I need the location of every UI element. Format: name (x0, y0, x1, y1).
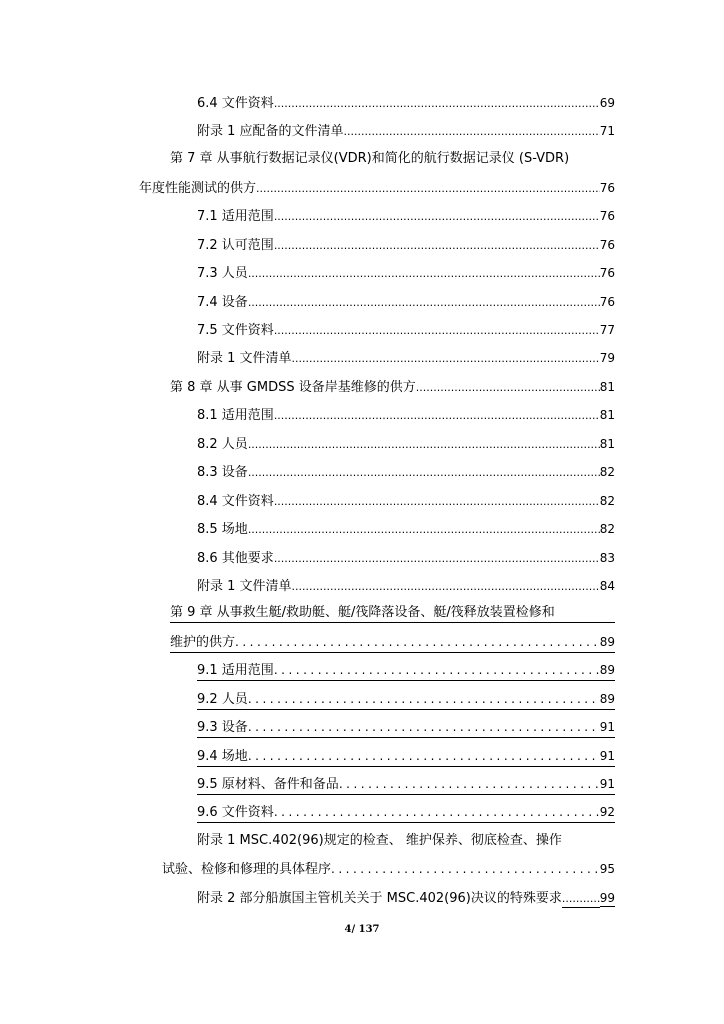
toc-entry[interactable] (197, 95, 615, 112)
toc-entry[interactable] (197, 776, 615, 795)
toc-leader-dots (292, 579, 600, 595)
toc-leader-dots (331, 861, 600, 878)
toc-entry-page: 89 (599, 692, 615, 706)
toc-leader-dots (248, 465, 600, 481)
toc-entry[interactable] (162, 861, 615, 878)
toc-chapter-heading[interactable] (170, 605, 615, 623)
toc-leader-dots (274, 804, 600, 821)
toc-entry-label: 试验、检修和修理的具体程序 (162, 862, 332, 877)
toc-entry-label: 7.5 文件资料 (197, 323, 274, 338)
toc-entry[interactable] (197, 493, 615, 510)
toc-entry-page: 76 (599, 181, 615, 195)
toc-entry-page: 76 (599, 295, 615, 309)
toc-entry-page: 89 (599, 663, 615, 677)
toc-entry-label: 年度性能测试的供方 (139, 181, 257, 196)
toc-entry[interactable] (197, 748, 615, 767)
toc-entry-page: 79 (599, 351, 615, 365)
toc-entry[interactable] (197, 464, 615, 481)
toc-entry-page: 95 (599, 862, 615, 876)
toc-entry[interactable] (197, 890, 615, 908)
toc-entry-page: 89 (599, 635, 615, 649)
toc-entry-page: 91 (599, 720, 615, 734)
toc-entry[interactable] (197, 550, 615, 567)
toc-entry[interactable] (197, 804, 615, 823)
toc-leader-dots (248, 748, 600, 765)
toc-entry[interactable] (197, 521, 615, 538)
toc-entry-label: 9.2 人员 (197, 692, 248, 707)
toc-appendix-label: 附录 1 MSC.402(96)规定的检查、 维护保养、彻底检查、操作 (197, 833, 562, 848)
toc-entry-label: 7.4 设备 (197, 295, 248, 310)
toc-chapter-label: 第 7 章 从事航行数据记录仪(VDR)和简化的航行数据记录仪 (S-VDR) (170, 151, 570, 166)
toc-leader-dots (274, 551, 600, 567)
toc-entry-page: 77 (599, 323, 615, 337)
toc-leader-dots (292, 351, 600, 367)
toc-entry-page: 83 (599, 551, 615, 565)
toc-entry[interactable] (197, 578, 615, 595)
toc-entry-page: 82 (599, 522, 615, 536)
toc-entry[interactable] (197, 407, 615, 424)
toc-entry-page: 71 (599, 124, 615, 138)
toc-leader-dots (339, 776, 600, 793)
toc-entry-page: 82 (599, 494, 615, 508)
toc-entry-label: 8.6 其他要求 (197, 551, 274, 566)
toc-leader-dots (416, 380, 600, 396)
toc-entry[interactable] (197, 691, 615, 710)
toc-chapter-heading[interactable] (170, 151, 615, 167)
toc-entry-page: 91 (599, 777, 615, 791)
toc-leader-dots (274, 209, 600, 225)
toc-entry-label: 附录 1 文件清单 (197, 579, 292, 594)
toc-leader-dots (274, 323, 600, 339)
toc-leader-dots (274, 494, 600, 510)
toc-entry[interactable] (197, 123, 615, 140)
toc-entry-label: 附录 1 文件清单 (197, 351, 292, 366)
toc-leader-dots (562, 891, 600, 908)
toc-entry[interactable] (197, 436, 615, 453)
toc-leader-dots (248, 266, 600, 282)
toc-appendix-heading[interactable] (197, 833, 615, 849)
toc-leader-dots (344, 124, 600, 140)
toc-entry[interactable] (139, 180, 615, 197)
toc-leader-dots (248, 295, 600, 311)
toc-entry-label: 8.4 文件资料 (197, 494, 274, 509)
toc-entry-page: 76 (599, 266, 615, 280)
toc-entry-label: 9.1 适用范围 (197, 663, 274, 678)
toc-entry-page: 84 (599, 579, 615, 593)
toc-entry-label: 9.5 原材料、备件和备品 (197, 777, 339, 792)
toc-entry-label: 9.3 设备 (197, 720, 248, 735)
toc-entry[interactable] (197, 294, 615, 311)
toc-leader-dots (248, 691, 600, 708)
toc-entry-page: 76 (599, 209, 615, 223)
toc-entry-label: 7.1 适用范围 (197, 209, 274, 224)
toc-entry-page: 92 (599, 805, 615, 819)
toc-entry-label: 维护的供方 (170, 635, 236, 650)
toc-entry[interactable] (197, 662, 615, 681)
toc-entry-page: 91 (599, 749, 615, 763)
toc-leader-dots (274, 408, 600, 424)
toc-leader-dots (274, 96, 600, 112)
toc-entry-page: 69 (599, 96, 615, 110)
toc-entry-label: 9.4 场地 (197, 749, 248, 764)
toc-entry[interactable] (197, 322, 615, 339)
page-number: 4/ 137 (344, 924, 380, 935)
toc-entry-page: 81 (599, 408, 615, 422)
toc-entry-label: 7.3 人员 (197, 266, 248, 281)
toc-chapter-label: 第 9 章 从事救生艇/救助艇、艇/筏降落设备、艇/筏释放装置检修和 (170, 605, 555, 620)
toc-entry-page: 82 (599, 465, 615, 479)
toc-leader-dots (274, 662, 600, 679)
toc-leader-dots (248, 437, 600, 453)
toc-entry-label: 8.3 设备 (197, 465, 248, 480)
toc-entry-label: 9.6 文件资料 (197, 805, 274, 820)
toc-leader-dots (235, 634, 600, 651)
toc-entry[interactable] (197, 719, 615, 738)
toc-entry-page: 76 (599, 238, 615, 252)
toc-entry[interactable] (197, 265, 615, 282)
toc-entry-label: 第 8 章 从事 GMDSS 设备岸基维修的供方 (170, 380, 416, 395)
toc-entry-page: 81 (599, 437, 615, 451)
toc-entry[interactable] (197, 208, 615, 225)
toc-entry-label: 附录 2 部分船旗国主管机关关于 MSC.402(96)决议的特殊要求 (197, 891, 562, 906)
toc-entry-page: 99 (599, 891, 615, 905)
toc-chapter-entry[interactable] (170, 379, 615, 396)
toc-leader-dots (248, 522, 600, 538)
toc-entry-label: 8.2 人员 (197, 437, 248, 452)
toc-leader-dots (274, 238, 600, 254)
toc-entry-label: 8.1 适用范围 (197, 408, 274, 423)
toc-entry-label: 附录 1 应配备的文件清单 (197, 124, 344, 139)
toc-leader-dots (256, 181, 600, 197)
toc-entry[interactable] (170, 634, 615, 653)
toc-entry-label: 8.5 场地 (197, 522, 248, 537)
toc-leader-dots (248, 719, 600, 736)
toc-entry-label: 6.4 文件资料 (197, 96, 274, 111)
toc-entry-page: 81 (599, 380, 615, 394)
toc-entry-label: 7.2 认可范围 (197, 238, 274, 253)
toc-entry[interactable] (197, 237, 615, 254)
toc-entry[interactable] (197, 350, 615, 367)
